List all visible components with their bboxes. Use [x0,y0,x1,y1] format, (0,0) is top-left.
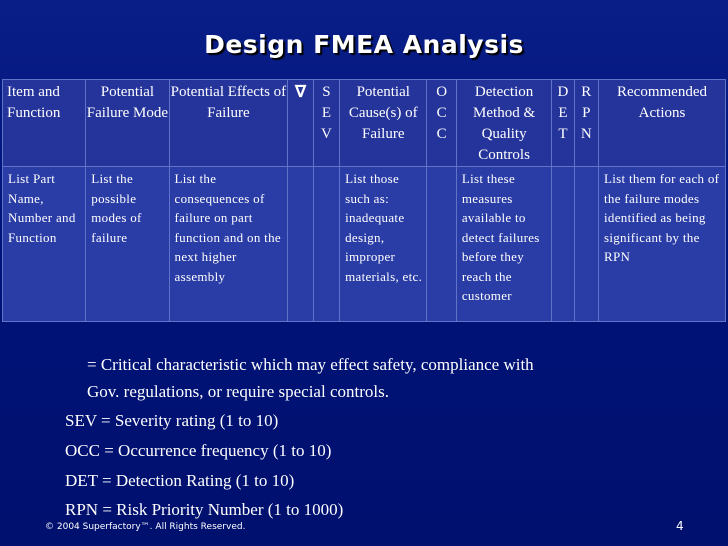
rpn-definition: RPN = Risk Priority Number (1 to 1000) [65,500,344,519]
table-row [3,167,726,322]
cell-det [552,167,574,322]
cell-detection-method: List these measures available to detect failures before they reach the customer [456,167,551,322]
cell-recommended-actions: List them for each of the failure modes identified as being significant by the RPN [598,167,725,322]
cell-potential-causes: List those such as: inadequate design, improper materials, etc. [340,167,427,322]
page-number: 4 [676,519,684,533]
det-definition: DET = Detection Rating (1 to 10) [65,471,295,490]
table-header-row [3,80,726,167]
critical-note-line-2: Gov. regulations, or require special controls. [87,382,389,401]
sev-definition: SEV = Severity rating (1 to 10) [65,411,279,430]
header-sev: S E V [313,80,339,167]
fmea-table [2,79,726,322]
critical-note-line-1: = Critical characteristic which may effect safety, compliance with [87,355,534,374]
header-potential-causes: Potential Cause(s) of Failure [340,80,427,167]
occ-definition: OCC = Occurrence frequency (1 to 10) [65,441,332,460]
header-occ: O C C [427,80,456,167]
header-recommended-actions: Recommended Actions [598,80,725,167]
cell-sev [313,167,339,322]
cell-potential-effects: List the consequences of failure on part function and on the next higher assembly [169,167,288,322]
copyright-footer: © 2004 Superfactory™. All Rights Reserved. [45,522,246,532]
header-item-and-function: Item and Function [3,80,86,167]
header-potential-effects: Potential Effects of Failure [169,80,288,167]
header-potential-failure-mode: Potential Failure Mode [86,80,169,167]
header-det: D E T [552,80,574,167]
cell-critical [288,167,313,322]
cell-potential-failure-mode: List the possible modes of failure [86,167,169,322]
nabla-symbol: ∇ [294,82,307,102]
header-rpn: R P N [574,80,598,167]
cell-occ [427,167,456,322]
cell-item-and-function: List Part Name, Number and Function [3,167,86,322]
slide-title: Design FMEA Analysis [204,30,524,59]
cell-rpn [574,167,598,322]
critical-characteristic-icon [288,80,313,167]
header-detection-method: Detection Method & Quality Controls [456,80,551,167]
